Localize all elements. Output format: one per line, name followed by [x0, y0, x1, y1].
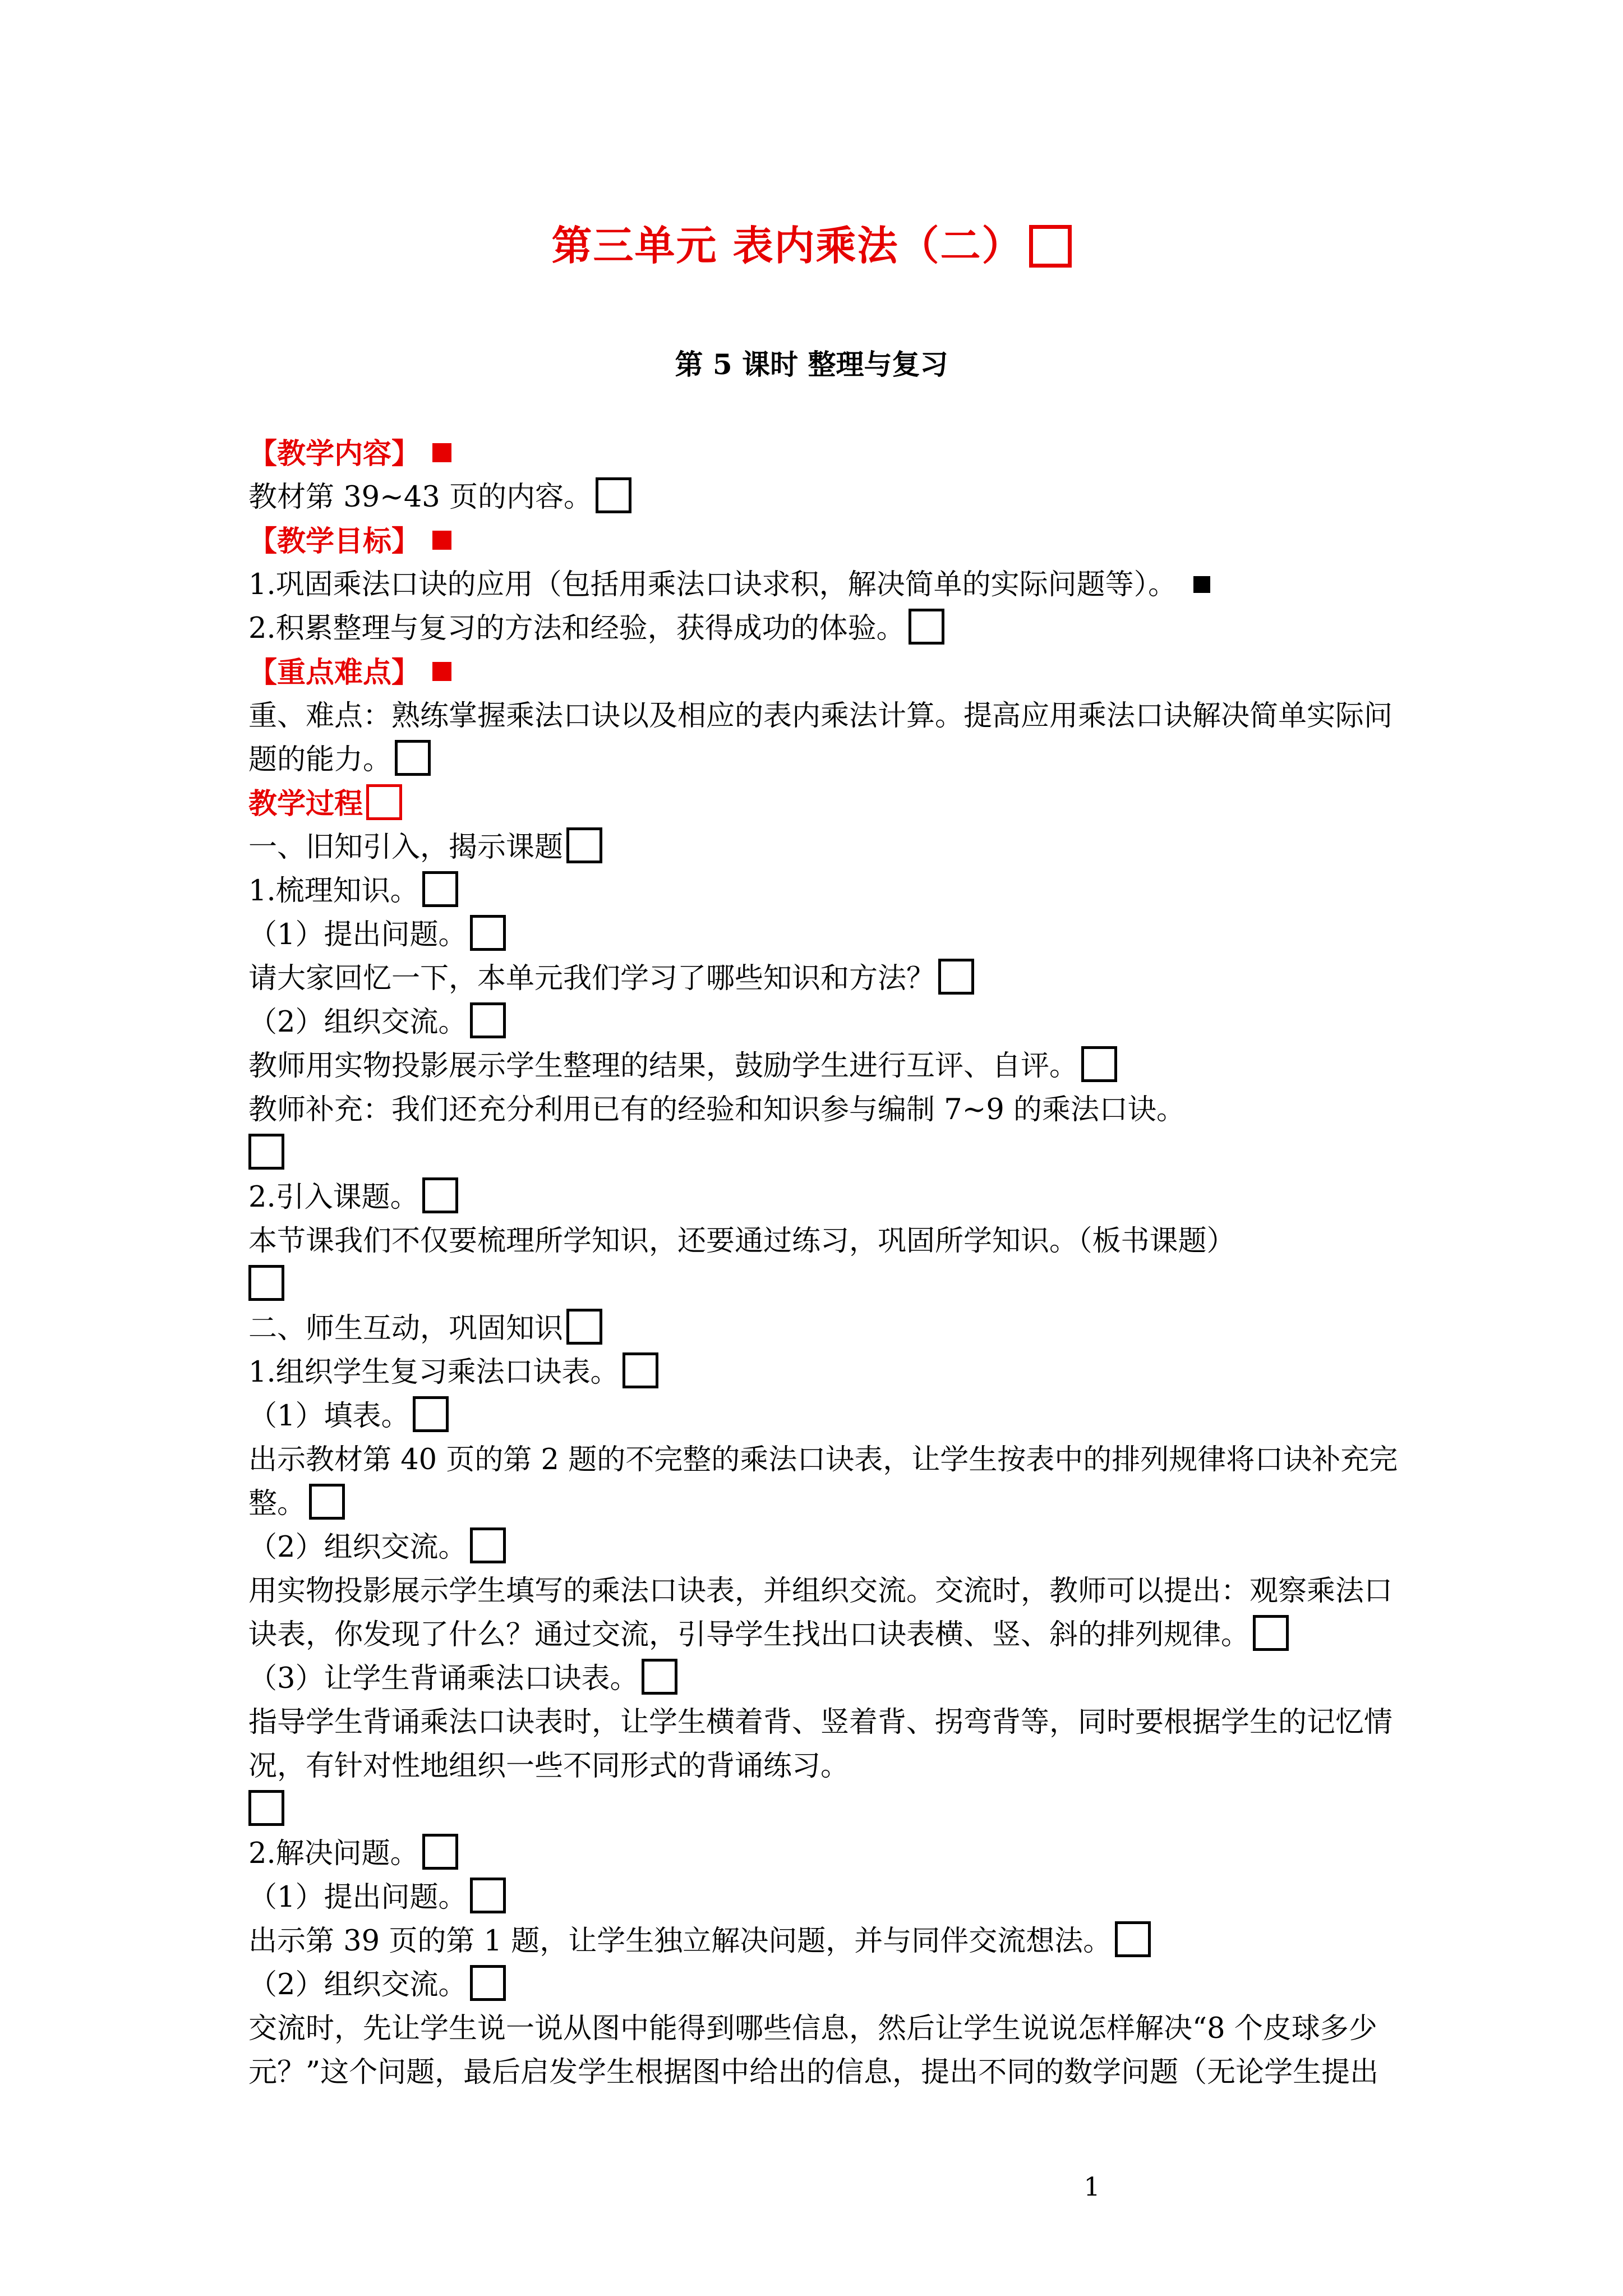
empty-box-icon — [309, 1484, 345, 1520]
empty-box-icon — [642, 1659, 677, 1695]
heading-content: 【教学内容】 — [248, 432, 1398, 476]
empty-box-icon — [248, 1790, 284, 1826]
empty-box-icon — [1253, 1615, 1289, 1651]
box-line — [248, 1263, 1398, 1307]
key-text: 重、难点：熟练掌握乘法口诀以及相应的表内乘法计算。提高应用乘法口诀解决简单实际问题的能力。 — [248, 700, 1393, 776]
empty-box-icon — [413, 1396, 449, 1432]
filled-square-icon — [432, 531, 451, 550]
s1-1-2-text: 教师用实物投影展示学生整理的结果，鼓励学生进行互评、自评。 — [248, 1045, 1398, 1088]
lesson-subtitle: 第 5 课时 整理与复习 — [675, 348, 948, 381]
s2-1-2: （2）组织交流。 — [248, 1526, 1398, 1570]
s2-1-1-text: 出示教材第 40 页的第 2 题的不完整的乘法口诀表，让学生按表中的排列规律将口诀补充完整。 — [248, 1443, 1398, 1520]
s2-1-3-text: 指导学生背诵乘法口诀表时，让学生横着背、竖着背、拐弯背等，同时要根据学生的记忆情况，有针对性地组织一些不同形式的背诵练习。 — [248, 1706, 1393, 1783]
s1-1-1-text: 请大家回忆一下，本单元我们学习了哪些知识和方法？ — [248, 957, 1398, 1001]
s1-1: 1.梳理知识。 — [248, 869, 1398, 913]
empty-box-icon — [623, 1352, 658, 1388]
s1-heading: 一、旧知引入，揭示课题 — [248, 826, 1398, 869]
heading-process: 教学过程 — [248, 782, 1398, 826]
page-number: 1 — [1083, 2171, 1100, 2202]
empty-box-icon — [366, 784, 402, 820]
s1-2-text: 本节课我们不仅要梳理所学知识，还要通过练习，巩固所学知识。（板书课题） — [248, 1225, 1235, 1258]
empty-box-icon — [566, 1309, 602, 1345]
empty-box-icon — [596, 477, 631, 513]
s2-2-1: （1）提出问题。 — [248, 1876, 1398, 1920]
empty-box-icon — [422, 871, 458, 907]
s2-heading: 二、师生互动，巩固知识 — [248, 1307, 1398, 1351]
box-line — [248, 1132, 1398, 1176]
s1-1-2-extra: 教师补充：我们还充分利用已有的经验和知识参与编制 7~9 的乘法口诀。 — [248, 1093, 1186, 1126]
goal-1: 1.巩固乘法口诀的应用（包括用乘法口诀求积，解决简单的实际问题等）。 — [248, 563, 1398, 607]
empty-box-icon — [1081, 1046, 1117, 1082]
s2-1-1: （1）填表。 — [248, 1395, 1398, 1438]
box-line — [248, 1788, 1398, 1832]
empty-box-icon — [422, 1177, 458, 1213]
filled-square-icon — [432, 662, 451, 681]
empty-box-icon — [422, 1834, 458, 1870]
empty-box-icon — [470, 1965, 506, 2001]
s1-1-2: （2）组织交流。 — [248, 1001, 1398, 1045]
empty-box-icon — [395, 740, 431, 776]
empty-box-icon — [470, 1002, 506, 1038]
s2-2: 2.解决问题。 — [248, 1832, 1398, 1876]
unit-title-text: 第三单元 表内乘法（二） — [551, 222, 1023, 269]
s1-1-1: （1）提出问题。 — [248, 913, 1398, 957]
s1-2: 2.引入课题。 — [248, 1176, 1398, 1220]
filled-square-icon — [432, 443, 451, 462]
heading-goals: 【教学目标】 — [248, 519, 1398, 563]
empty-box-icon — [909, 609, 944, 645]
document-body — [248, 432, 1398, 2095]
s2-1: 1.组织学生复习乘法口诀表。 — [248, 1351, 1398, 1395]
empty-box-icon — [248, 1265, 284, 1301]
s2-2-2-text: 交流时，先让学生说一说从图中能得到哪些信息，然后让学生说说怎样解决“8 个皮球多少元？”这个问题，最后启发学生根据图中给出的信息，提出不同的数学问题（无论学生提出 — [248, 2012, 1379, 2089]
empty-box-icon — [566, 827, 602, 863]
empty-box-icon — [248, 1134, 284, 1170]
filled-square-icon — [1193, 576, 1210, 593]
s2-1-2-text: 用实物投影展示学生填写的乘法口诀表，并组织交流。交流时，教师可以提出：观察乘法口诀表，你发现了什么？通过交流，引导学生找出口诀表横、竖、斜的排列规律。 — [248, 1575, 1393, 1651]
empty-box-icon — [470, 1527, 506, 1563]
empty-box-icon — [1115, 1921, 1151, 1957]
content-text: 教材第 39~43 页的内容。 — [248, 476, 1398, 519]
empty-box-icon — [470, 1878, 506, 1913]
s2-2-1-text: 出示第 39 页的第 1 题，让学生独立解决问题，并与同伴交流想法。 — [248, 1920, 1398, 1963]
heading-key-points: 【重点难点】 — [248, 651, 1398, 694]
empty-box-icon — [1029, 225, 1072, 268]
s2-1-3: （3）让学生背诵乘法口诀表。 — [248, 1657, 1398, 1701]
empty-box-icon — [470, 915, 506, 951]
unit-title — [0, 218, 1623, 274]
goal-2: 2.积累整理与复习的方法和经验，获得成功的体验。 — [248, 607, 1398, 651]
empty-box-icon — [938, 959, 974, 995]
s2-2-2: （2）组织交流。 — [248, 1963, 1398, 2007]
